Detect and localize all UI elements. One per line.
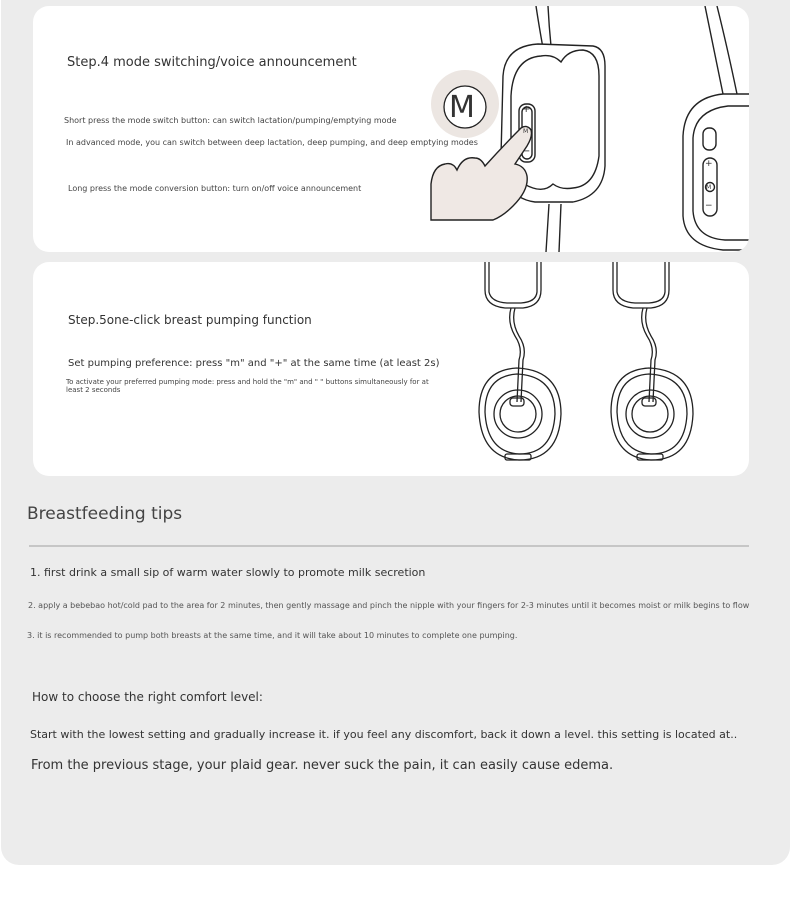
tip-2: 2. apply a bebebao hot/cold pad to the area for 2 minutes, then gently massage and pinch the nipple with your fingers for 2-3 minutes until it becomes moist or milk begins to flow	[28, 601, 750, 610]
step5-card	[33, 262, 749, 476]
content-panel	[1, 0, 790, 865]
right-m-glyph: M	[706, 184, 712, 191]
comfort-text-2: From the previous stage, your plaid gear. never suck the pain, it can easily cause edema.	[31, 758, 614, 773]
step4-line1: Short press the mode switch button: can switch lactation/pumping/emptying mode	[64, 116, 397, 125]
right-minus-glyph: −	[705, 201, 713, 211]
step4-line3: Long press the mode conversion button: turn on/off voice announcement	[68, 184, 362, 193]
plus-button-glyph: +	[522, 104, 531, 115]
comfort-text-1: Start with the lowest setting and gradually increase it. if you feel any discomfort, back it down a level. this setting is located at..	[30, 728, 738, 741]
step4-title: Step.4 mode switching/voice announcement	[67, 55, 357, 70]
step5-preference: Set pumping preference: press "m" and "+" at the same time (at least 2s)	[68, 358, 440, 369]
tips-divider	[29, 545, 749, 547]
step5-title: Step.5one-click breast pumping function	[68, 313, 312, 327]
comfort-heading: How to choose the right comfort level:	[32, 690, 263, 704]
minus-button-glyph: −	[522, 146, 531, 157]
pump-mode-button-illustration	[33, 6, 749, 252]
tip-3: 3. it is recommended to pump both breasts at the same time, and it will take about 10 minutes to complete one pumping.	[27, 631, 518, 640]
tip-1: 1. first drink a small sip of warm water slowly to promote milk secretion	[30, 566, 426, 579]
step4-card	[33, 6, 749, 252]
right-plus-glyph: +	[705, 159, 713, 169]
step4-line2: In advanced mode, you can switch between deep lactation, deep pumping, and deep emptying modes	[66, 138, 478, 147]
m-button-glyph: M	[523, 128, 529, 135]
step5-activate: To activate your preferred pumping mode: press and hold the "m" and " " buttons simultaneously for at least 2 seconds	[66, 378, 429, 394]
pump-pair-illustration	[33, 262, 749, 476]
tips-heading: Breastfeeding tips	[27, 504, 183, 524]
m-badge-letter: M	[449, 90, 475, 125]
